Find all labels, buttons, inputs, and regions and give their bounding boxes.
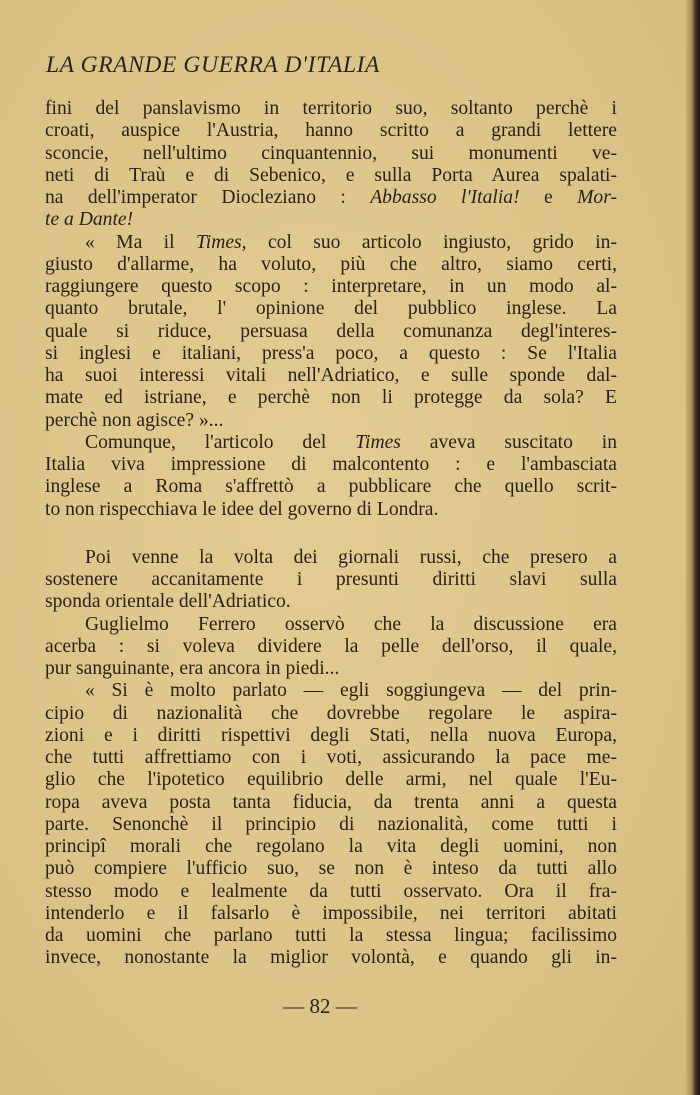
text-line: può compiere l'ufficio suo, se non è inteso da tutti allo: [45, 858, 617, 880]
italic-phrase: Mor-: [577, 187, 617, 208]
italic-phrase: Times,: [195, 231, 247, 253]
text-line: invece, nonostante la miglior volontà, e quando gli in-: [45, 947, 617, 969]
text-line: zioni e i diritti rispettivi degli Stati, nella nuova Europa,: [45, 724, 617, 746]
text-line: to non rispecchiava le idee del governo di Londra.: [45, 498, 439, 520]
text-line: na dell'imperator Diocleziano : Abbasso l'Italia! e Mor-: [45, 187, 617, 208]
text-line: pur sanguinante, era ancora in piedi...: [45, 658, 340, 679]
body-text: [45, 98, 617, 970]
text-line: Comunque, l'articolo del Times aveva suscitato in: [85, 431, 617, 453]
text-line: « Ma il Times, col suo articolo ingiusto, grido in-: [85, 231, 617, 253]
text-line: sponda orientale dell'Adriatico.: [45, 591, 291, 613]
text-line: acerba : si voleva dividere la pelle dell'orso, il quale,: [45, 635, 617, 657]
text-line: principî morali che regolano la vita degli uomini, non: [45, 836, 617, 857]
text-line: neti di Traù e di Sebenico, e sulla Porta Aurea spalati-: [45, 164, 617, 186]
text-line: inglese a Roma s'affrettò a pubblicare che quello scrit-: [45, 476, 617, 498]
text-line: stesso modo e lealmente da tutti osservato. Ora il fra-: [45, 880, 617, 902]
page-number: — 82 —: [283, 994, 357, 1018]
text-line: intenderlo e il falsarlo è impossibile, nei territori abitati: [45, 902, 617, 924]
text-line: [45, 209, 617, 231]
italic-phrase: Abbasso l'Italia!: [370, 187, 520, 208]
text-line: Guglielmo Ferrero osservò che la discussione era: [85, 613, 617, 635]
text-line: ha suoi interessi vitali nell'Adriatico, e sulle sponde dal-: [45, 365, 617, 386]
italic-phrase: Times: [355, 431, 401, 453]
text-line: croati, auspice l'Austria, hanno scritto a grandi lettere: [45, 120, 617, 142]
text-line: Poi venne la volta dei giornali russi, che presero a: [85, 546, 617, 568]
text-line: quanto brutale, l' opinione del pubblico inglese. La: [45, 298, 617, 320]
text-line: sostenere accanitamente i presunti diritti slavi sulla: [45, 569, 617, 590]
italic-phrase: te a Dante!: [45, 209, 134, 231]
text-line: quale si riduce, persuasa della comunanza degl'interes-: [45, 320, 617, 342]
text-line: mate ed istriane, e perchè non li protegge da sola? E: [45, 387, 617, 409]
text-line: giusto d'allarme, ha voluto, più che altro, siamo certi,: [45, 253, 617, 275]
page-edge-shadow: [686, 0, 700, 1095]
text-line: perchè non agisce? »...: [45, 409, 224, 431]
text-line: ropa aveva posta tanta fiducia, da trenta anni a questa: [45, 791, 617, 813]
text-line: raggiungere questo scopo : interpretare, in un modo al-: [45, 276, 617, 297]
text-line: sconcie, nell'ultimo cinquantennio, sui monumenti ve-: [45, 142, 617, 164]
text-line: cipio di nazionalità che dovrebbe regolare le aspira-: [45, 702, 617, 724]
text-line: fini del panslavismo in territorio suo, soltanto perchè i: [45, 98, 617, 119]
text-line: « Si è molto parlato — egli soggiungeva — del prin-: [85, 680, 617, 702]
running-head: LA GRANDE GUERRA D'ITALIA: [46, 52, 380, 78]
text-line: parte. Senonchè il principio di nazionalità, come tutti i: [45, 813, 617, 835]
paragraph-gap: [45, 521, 617, 547]
text-line: Italia viva impressione di malcontento : e l'ambasciata: [45, 454, 617, 475]
text-line: da uomini che parlano tutti la stessa lingua; facilissimo: [45, 925, 617, 946]
text-line: si inglesi e italiani, press'a poco, a questo : Se l'Italia: [45, 342, 617, 364]
text-line: glio che l'ipotetico equilibrio delle armi, nel quale l'Eu-: [45, 769, 617, 791]
text-line: che tutti affrettiamo con i voti, assicurando la pace me-: [45, 747, 617, 768]
